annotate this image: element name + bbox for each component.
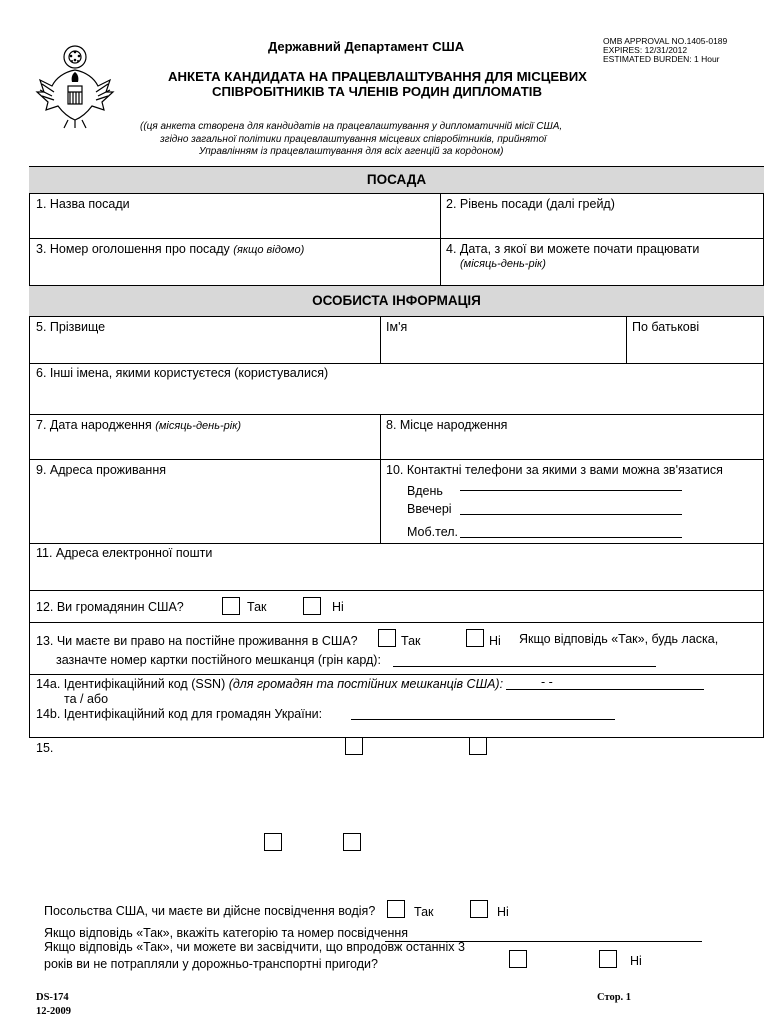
phone-mobile-input[interactable] [460,537,682,538]
accident-no-checkbox[interactable] [599,950,617,968]
divider [440,193,441,285]
birth-date-text: 7. Дата народження [36,418,152,432]
phone-day-label: Вдень [407,484,443,498]
permanent-resident-no-label: Ні [489,634,501,648]
accident-question-line2: років ви не потрапляли у дорожньо-транспортні пригоди? [44,957,378,971]
divider [29,737,764,738]
form-note-line3: Управлінням із працевлаштування для всіх агенцій за кордоном) [199,146,504,157]
divider [29,363,764,364]
phone-evening-label: Ввечері [407,502,452,516]
drivers-license-yes-label: Так [414,905,434,919]
other-names-label: 6. Інші імена, якими користуєтеся (користувалися) [36,366,329,380]
ssn-dashes: - - [541,675,553,689]
and-or-label: та / або [64,692,109,706]
section-personal-header [29,285,764,317]
divider [380,415,381,543]
us-citizen-no-checkbox[interactable] [303,597,321,615]
us-great-seal-icon [34,40,116,130]
omb-burden: ESTIMATED BURDEN: 1 Hour [603,54,720,64]
accident-question-line1: Якщо відповідь «Так», чи можете ви засвідчити, що впродовж останніх 3 [44,940,465,954]
ssn-text: 14a. Ідентифікаційний код (SSN) [36,677,226,691]
phone-day-input[interactable] [460,490,682,491]
phone-mobile-label: Моб.тел. [407,525,459,539]
us-citizen-no-label: Ні [332,600,344,614]
section-position-header [29,166,764,194]
form-note-line1: ((ця анкета створена для кандидатів на працевлаштування у дипломатичній місії США, [140,121,563,132]
form-title-line1: АНКЕТА КАНДИДАТА НА ПРАЦЕВЛАШТУВАННЯ ДЛЯ МІСЦЕВИХ [168,69,587,84]
question-15-checkbox-2[interactable] [469,737,487,755]
birth-date-input[interactable] [31,434,378,458]
form-note-line2: згідно загальної політики працевлаштування місцевих співробітників, прийнятої [160,134,547,145]
section-personal-title: ОСОБИСТА ІНФОРМАЦІЯ [312,293,481,308]
birth-date-label [36,418,241,433]
vacancy-number-input[interactable] [31,260,438,284]
divider [29,674,764,675]
drivers-license-label: Посольства США, чи маєте ви дійсне посвідчення водія? [44,904,376,918]
position-title-input[interactable] [31,212,438,236]
birth-date-hint: (місяць-день-рік) [155,420,242,432]
divider [380,316,381,363]
email-label: 11. Адреса електронної пошти [36,546,213,560]
permanent-resident-yes-label: Так [401,634,421,648]
vacancy-number-hint: (якщо відомо) [233,244,305,256]
first-name-input[interactable] [382,336,624,361]
start-date-input[interactable] [442,272,761,284]
email-input[interactable] [31,562,761,588]
contact-phones-label: 10. Контактні телефони за якими з вами можна зв'язатися [386,463,723,477]
accident-no-label: Ні [630,954,642,968]
drivers-license-no-label: Ні [497,905,509,919]
vacancy-number-label [36,242,304,257]
divider [29,622,764,623]
drivers-license-yes-checkbox[interactable] [387,900,405,918]
us-citizen-yes-label: Так [247,600,267,614]
permanent-resident-label: 13. Чи маєте ви право на постійне проживання в США? [36,634,358,648]
position-title-label: 1. Назва посади [36,197,130,211]
divider [29,543,764,544]
form-right-border [763,166,764,738]
green-card-label: зазначте номер картки постійного мешканця (грін кард): [56,653,381,667]
question-15-checkbox-3[interactable] [264,833,282,851]
us-citizen-yes-checkbox[interactable] [222,597,240,615]
form-date: 12-2009 [36,1006,71,1017]
drivers-license-no-checkbox[interactable] [470,900,488,918]
phone-evening-input[interactable] [460,514,682,515]
position-grade-input[interactable] [442,212,761,236]
start-date-hint: (місяць-день-рік) [460,258,546,270]
us-citizen-label: 12. Ви громадянин США? [36,600,184,614]
other-names-input[interactable] [31,382,761,412]
question-15-checkbox-4[interactable] [343,833,361,851]
ukraine-id-label: 14b. Ідентифікаційний код для громадян України: [36,707,323,721]
patronymic-input[interactable] [628,336,761,361]
permanent-resident-if-yes: Якщо відповідь «Так», будь ласка, [519,632,719,646]
vacancy-number-text: 3. Номер оголошення про посаду [36,242,230,256]
omb-expires: EXPIRES: 12/31/2012 [603,45,688,55]
start-date-label: 4. Дата, з якої ви можете почати працювати [446,242,700,256]
omb-approval: OMB APPROVAL NO.1405-0189 [603,36,728,46]
accident-yes-checkbox[interactable] [509,950,527,968]
ssn-label [36,677,503,691]
patronymic-label: По батькові [632,320,700,334]
position-grade-label: 2. Рівень посади (далі грейд) [446,197,615,211]
green-card-input[interactable] [393,666,656,667]
form-title-line2: СПІВРОБІТНИКІВ ТА ЧЛЕНІВ РОДИН ДИПЛОМАТІВ [212,84,542,99]
birth-place-input[interactable] [382,434,761,458]
address-input[interactable] [31,480,378,540]
form-left-border [29,166,30,738]
department-name: Державний Департамент США [268,39,465,54]
first-name-label: Ім'я [386,320,408,334]
ssn-hint: (для громадян та постійних мешканців США): [228,677,504,691]
section-position-title: ПОСАДА [366,172,427,187]
last-name-input[interactable] [31,336,378,361]
divider [29,238,764,239]
permanent-resident-no-checkbox[interactable] [466,629,484,647]
license-category-label: Якщо відповідь «Так», вкажіть категорію та номер посвідчення [44,926,409,940]
ukraine-id-input[interactable] [351,719,615,720]
last-name-label: 5. Прізвище [36,320,106,334]
question-15-label: 15. [36,741,54,755]
address-label: 9. Адреса проживання [36,463,167,477]
divider [626,316,627,363]
ssn-input[interactable] [506,689,704,690]
divider [29,414,764,415]
divider [29,590,764,591]
permanent-resident-yes-checkbox[interactable] [378,629,396,647]
page-number: Стор. 1 [597,992,632,1003]
birth-place-label: 8. Місце народження [386,418,508,432]
question-15-checkbox-1[interactable] [345,737,363,755]
form-number: DS-174 [36,992,69,1003]
divider [29,459,764,460]
